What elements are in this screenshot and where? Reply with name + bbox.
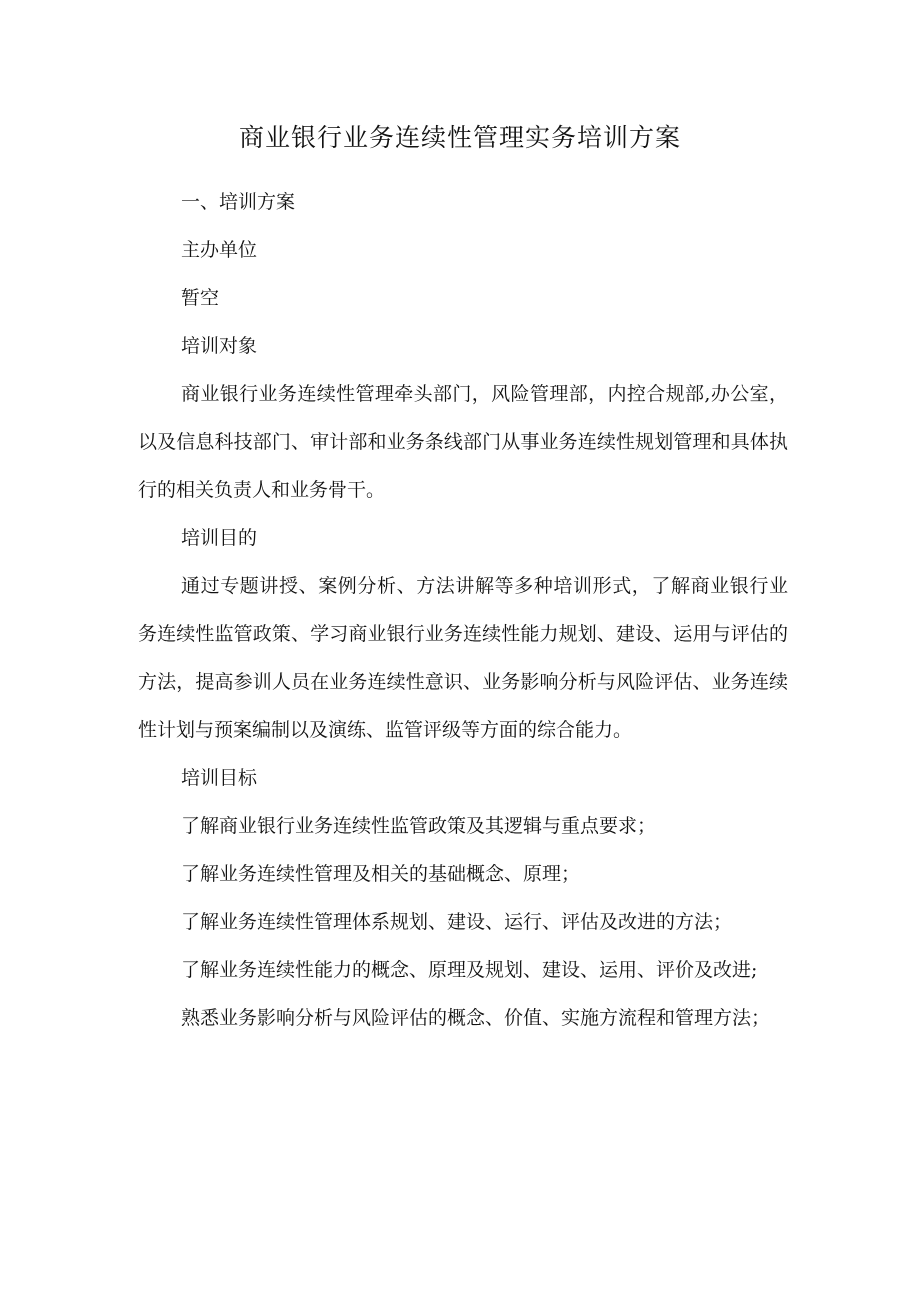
paragraph-training-audience: 商业银行业务连续性管理牵头部门，风险管理部，内控合规部,办公室，以及信息科技部门、审计部和业务条线部门从事业务连续性规划管理和具体执行的相关负责人和业务骨干。	[138, 383, 788, 501]
goal-item: 了解商业银行业务连续性监管政策及其逻辑与重点要求；	[181, 815, 657, 837]
paragraph-training-purpose: 通过专题讲授、案例分析、方法讲解等多种培训形式，了解商业银行业务连续性监管政策、学习商业银行业务连续性能力规划、建设、运用与评估的方法，提高参训人员在业务连续性意识、业务影响分析与风险评估、业务连续性计划与预案编制以及演练、监管评级等方面的综合能力。	[138, 575, 788, 741]
goal-item: 了解业务连续性能力的概念、原理及规划、建设、运用、评价及改进;	[181, 959, 758, 981]
goal-item: 了解业务连续性管理及相关的基础概念、原理；	[181, 863, 581, 885]
section-heading-training-plan: 一、培训方案	[181, 191, 296, 213]
label-training-audience: 培训对象	[181, 335, 258, 357]
value-organizer: 暂空	[181, 287, 220, 309]
label-training-purpose: 培训目的	[181, 527, 258, 549]
label-training-goals: 培训目标	[181, 767, 258, 789]
goal-item: 了解业务连续性管理体系规划、建设、运行、评估及改进的方法；	[181, 911, 733, 933]
document-title: 商业银行业务连续性管理实务培训方案	[238, 123, 681, 152]
goal-item: 熟悉业务影响分析与风险评估的概念、价值、实施方流程和管理方法；	[181, 1007, 771, 1029]
label-organizer: 主办单位	[181, 239, 258, 261]
document-body	[138, 178, 788, 1042]
